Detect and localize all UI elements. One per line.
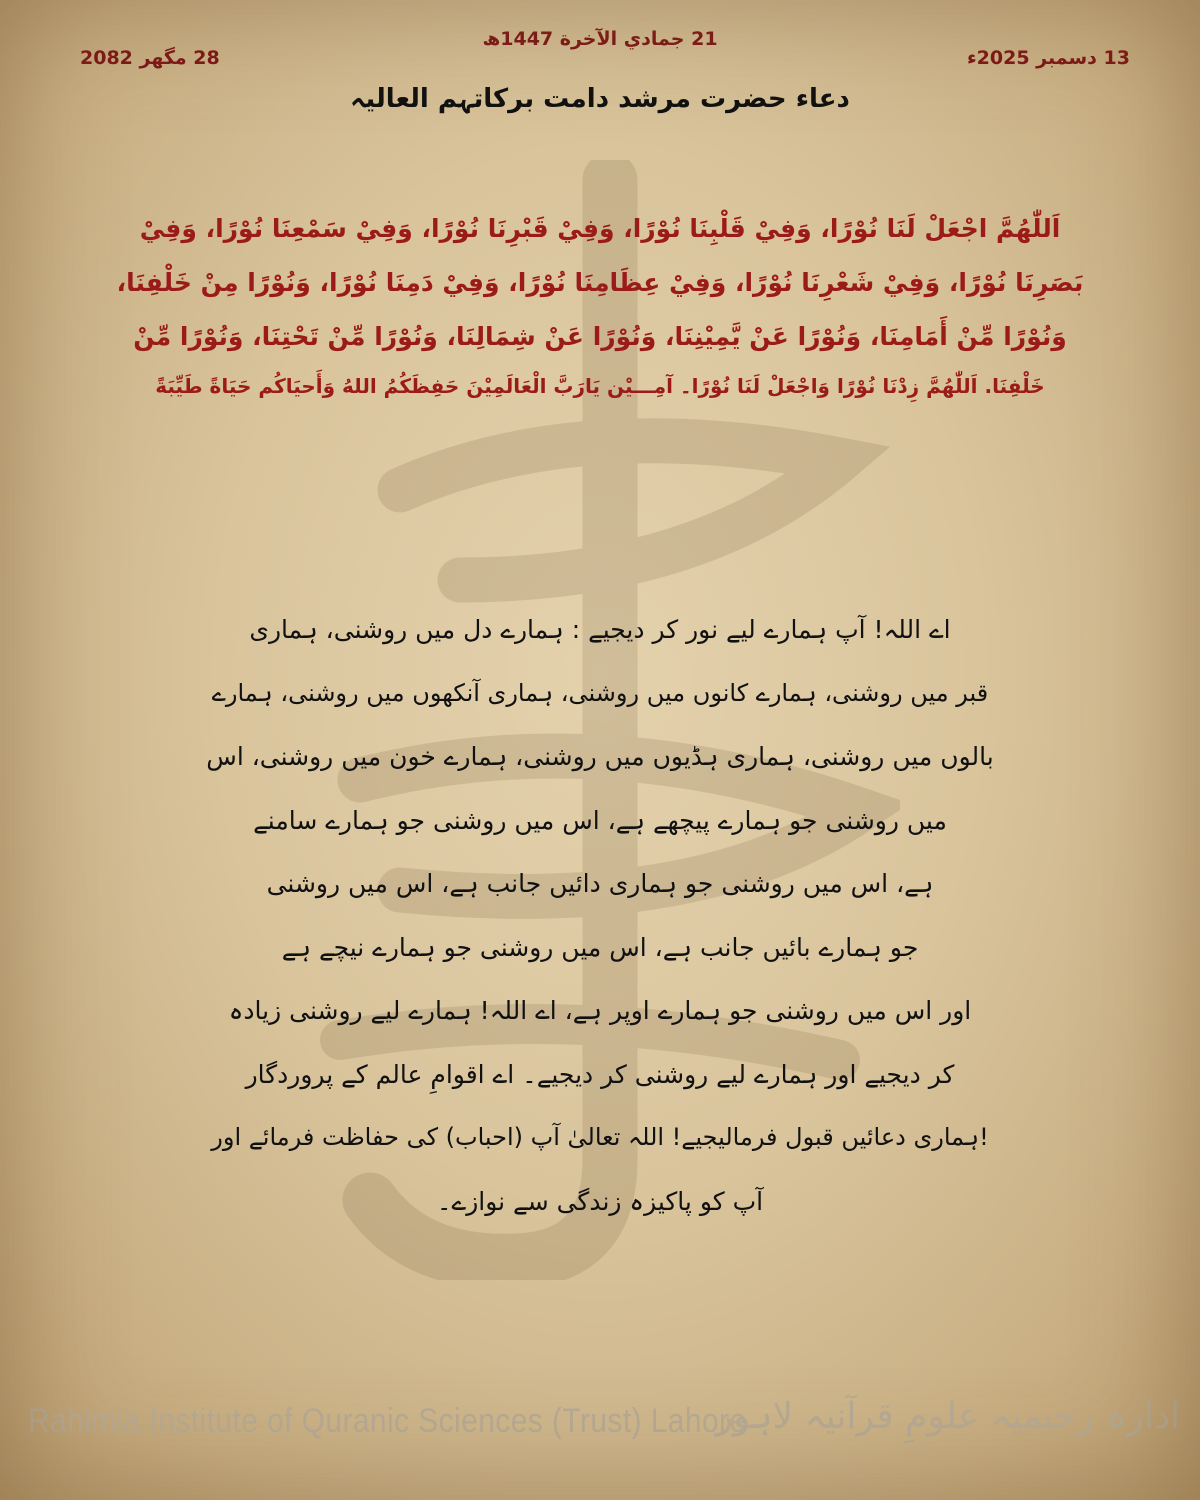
hijri-date: 21 جمادي الآخرة 1447ھ: [482, 28, 718, 50]
arabic-dua: [80, 202, 1120, 408]
urdu-translation: [200, 598, 1000, 1233]
page-title: دعاء حضرت مرشد دامت برکاتہم العالیہ: [350, 84, 850, 114]
gregorian-date: 13 دسمبر 2025ء: [966, 47, 1130, 69]
institute-logo-urdu: ادارہ رحیمیہ علومِ قرآنیہ لاہور: [715, 1396, 1180, 1437]
bikrami-date: 28 مگھر 2082: [80, 47, 220, 69]
arabic-dua-line: وَنُوْرًا مِّنْ أَمَامِنَا، وَنُوْرًا عَنْ يَّمِيْنِنَا، وَنُوْرًا عَنْ شِمَالِنَا، وَنُوْرًا مِّنْ تَحْتِنَا، وَنُوْرًا مِّنْ: [133, 322, 1067, 351]
urdu-translation-line: آپ کو پاکیزہ زندگی سے نوازے۔: [436, 1186, 764, 1216]
urdu-translation-line: بالوں میں روشنی، ہماری ہڈیوں میں روشنی، ہمارے خون میں روشنی، اس: [206, 742, 994, 771]
urdu-translation-line: !ہماری دعائیں قبول فرمالیجیے! اللہ تعالیٰ آپ (احباب) کی حفاظت فرمائے اور: [211, 1123, 989, 1151]
urdu-translation-line: اے اللہ! آپ ہمارے لیے نور کر دیجیے : ہمارے دل میں روشنی، ہماری: [249, 615, 951, 644]
urdu-translation-line: اور اس میں روشنی جو ہمارے اوپر ہے، اے اللہ! ہمارے لیے روشنی زیادہ: [228, 996, 972, 1025]
urdu-translation-line: جو ہمارے بائیں جانب ہے، اس میں روشنی جو ہمارے نیچے ہے: [281, 932, 919, 962]
urdu-translation-line: قبر میں روشنی، ہمارے کانوں میں روشنی، ہماری آنکھوں میں روشنی، ہمارے: [211, 678, 989, 707]
arabic-dua-line: خَلْفِنَا. اَللّٰهُمَّ زِدْنَا نُوْرًا وَاجْعَلْ لَنَا نُوْرًا۔ آمِـــيْن يَارَبَّ الْعَالَمِيْنَ حَفِظَكُمُ اللهُ وَأَحيَاكُم حَيَاةً طَيِّبَةً: [155, 374, 1045, 398]
arabic-dua-line: اَللّٰهُمَّ اجْعَلْ لَنَا نُوْرًا، وَفِيْ قَلْبِنَا نُوْرًا، وَفِيْ قَبْرِنَا نُوْرًا، وَفِيْ سَمْعِنَا نُوْرًا، وَفِيْ: [139, 214, 1061, 243]
urdu-translation-line: کر دیجیے اور ہمارے لیے روشنی کر دیجیے۔ اے اقوامِ عالم کے پروردگار: [245, 1059, 955, 1089]
urdu-translation-line: ہے، اس میں روشنی جو ہماری دائیں جانب ہے، اس میں روشنی: [266, 869, 934, 898]
institute-name-english: Rahimia Institute of Quranic Sciences (Trust) Lahore: [28, 1402, 747, 1440]
arabic-dua-line: بَصَرِنَا نُوْرًا، وَفِيْ شَعْرِنَا نُوْرًا، وَفِيْ عِظَامِنَا نُوْرًا، وَفِيْ دَمِنَا نُوْرًا، وَنُوْرًا مِنْ خَلْفِنَا،: [116, 268, 1084, 297]
urdu-translation-line: میں روشنی جو ہمارے پیچھے ہے، اس میں روشنی جو ہمارے سامنے: [253, 805, 947, 835]
